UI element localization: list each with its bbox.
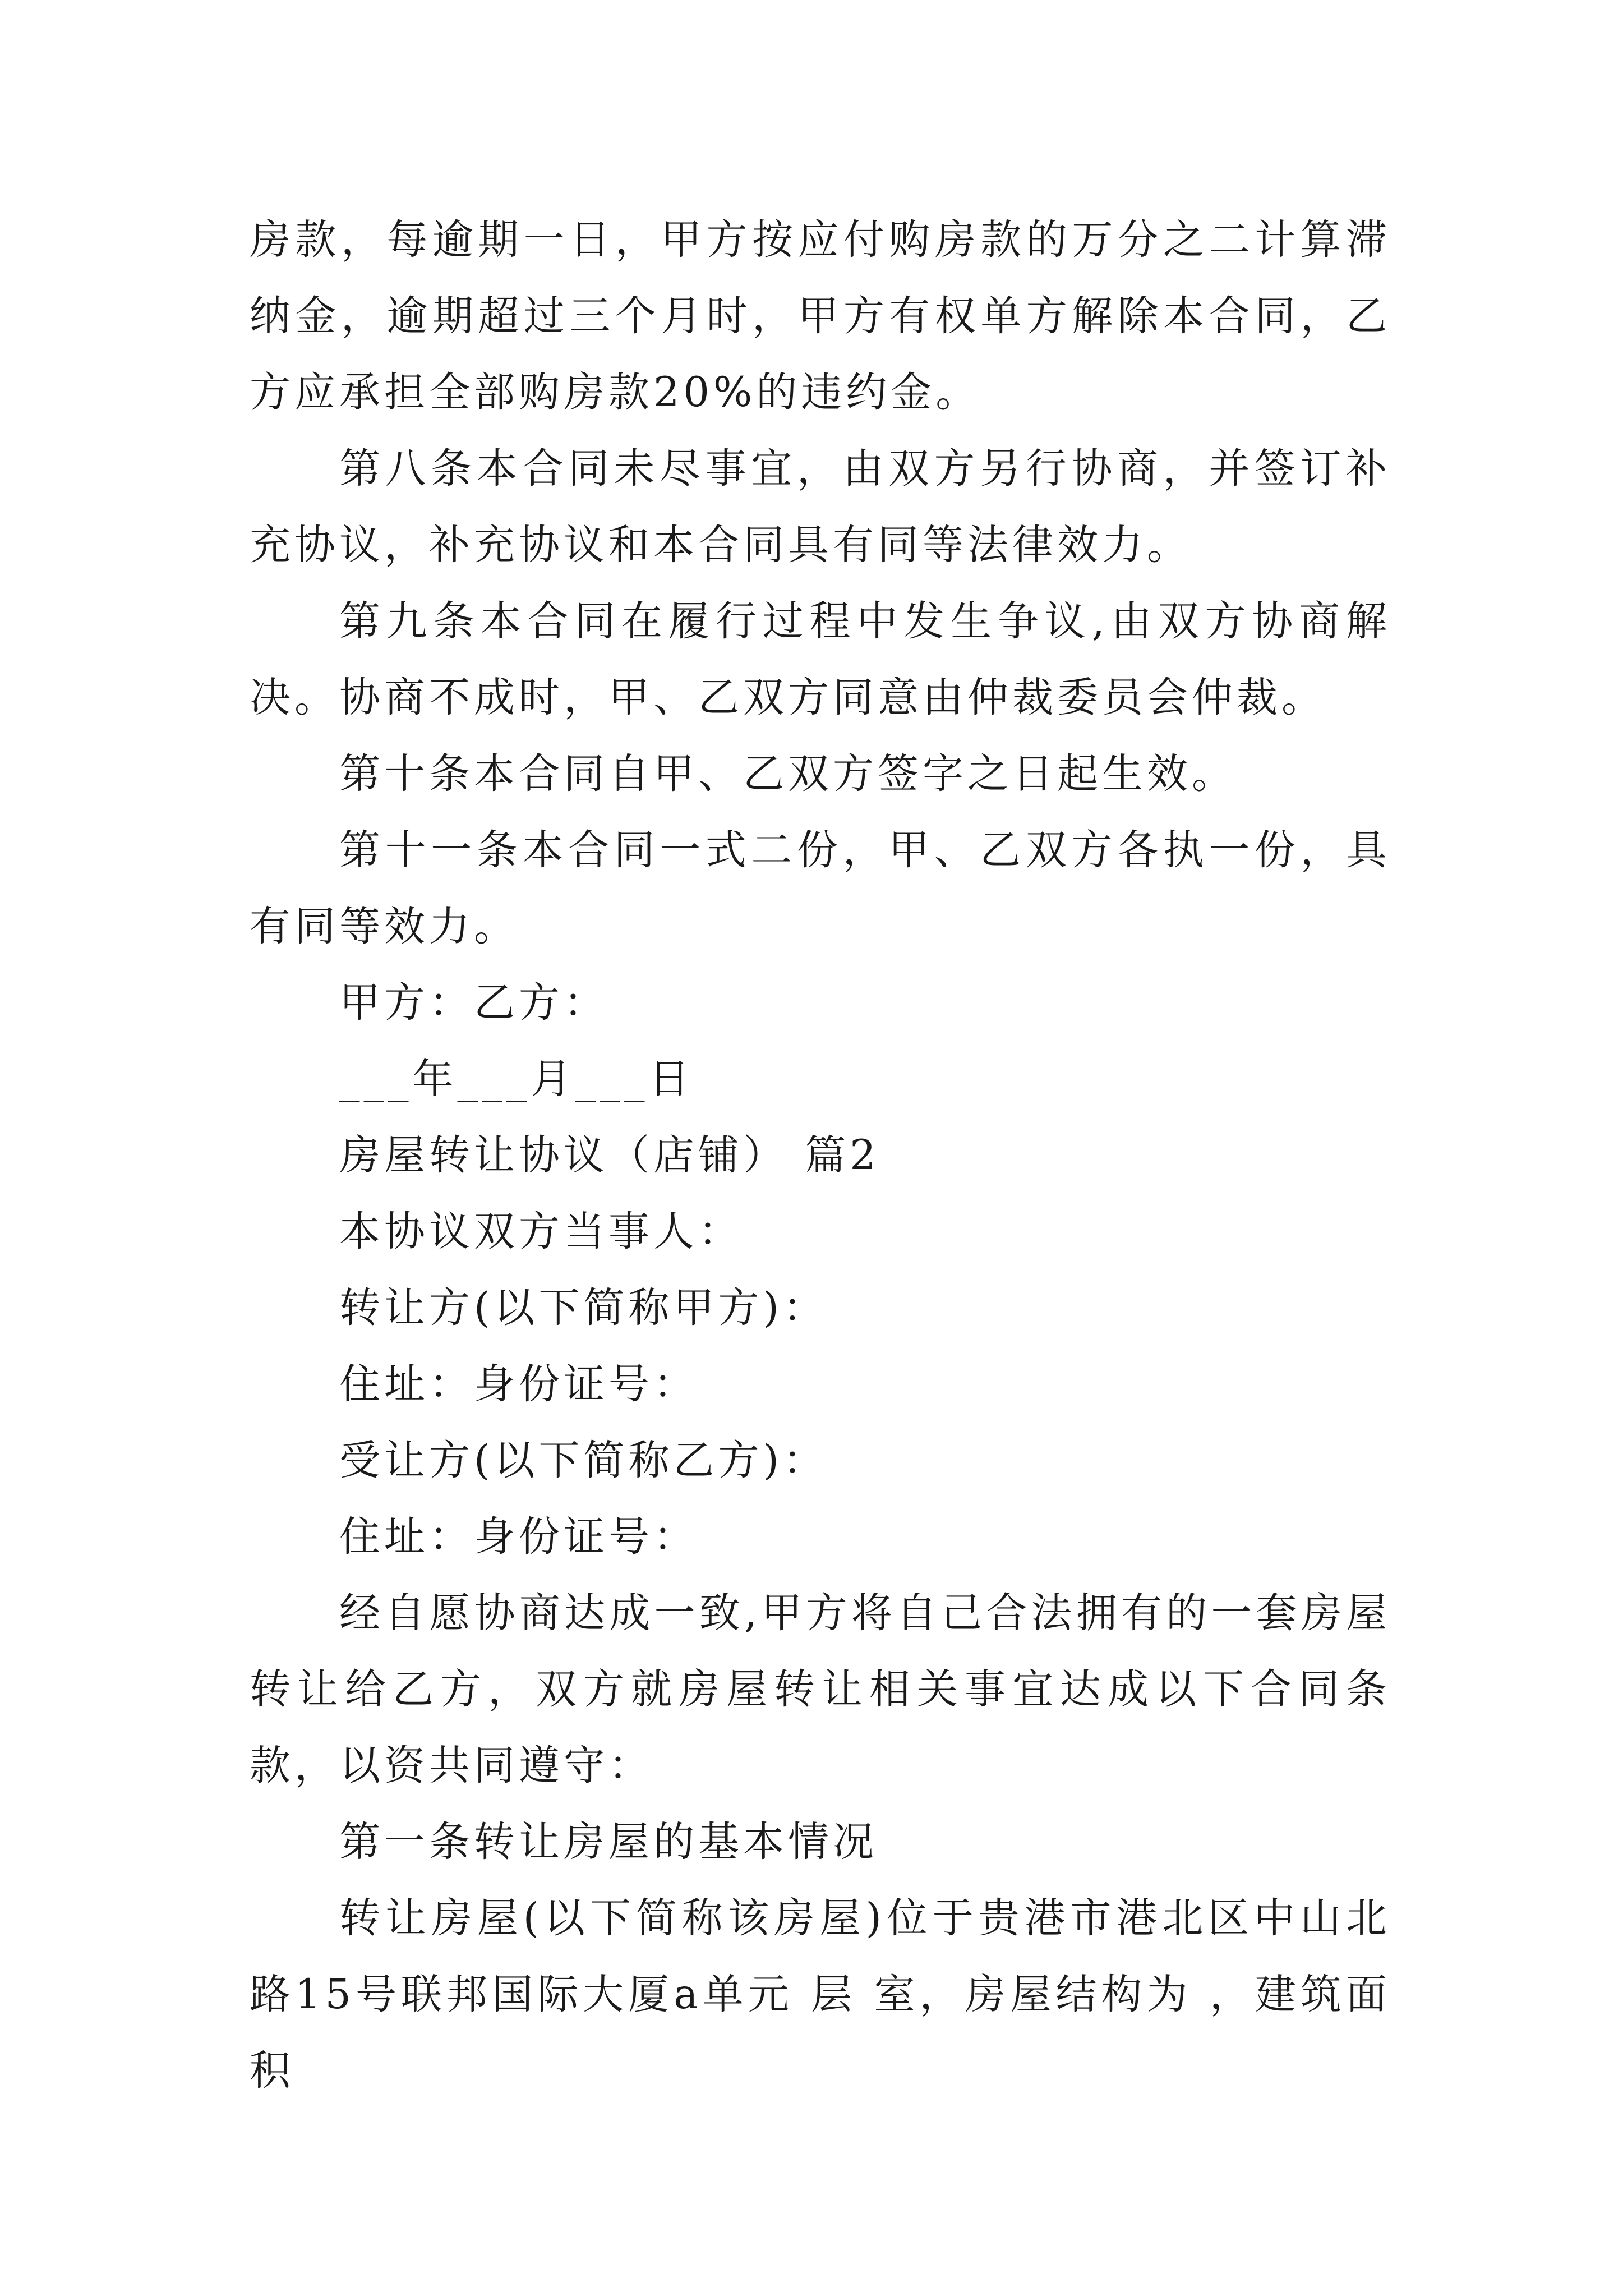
section-title: 房屋转让协议（店铺） 篇2 [339, 1131, 880, 1179]
paragraph-article-10: 第十条本合同自甲、乙双方签字之日起生效。 [339, 750, 1237, 798]
paragraph-property-details: 转让房屋(以下简称该房屋)位于贵港市港北区中山北路15号联邦国际大厦a单元 层 室，房屋结构为 ，建筑面积 [250, 1894, 1391, 2095]
paragraph-payment-penalty: 房款，每逾期一日，甲方按应付购房款的万分之二计算滞纳金，逾期超过三个月时，甲方有权单方解除本合同，乙方应承担全部购房款20%的违约金。 [250, 216, 1391, 416]
parties-heading: 本协议双方当事人： [339, 1208, 743, 1255]
article-1-heading: 第一条转让房屋的基本情况 [339, 1818, 878, 1866]
paragraph-agreement-intro: 经自愿协商达成一致,甲方将自己合法拥有的一套房屋转让给乙方，双方就房屋转让相关事宜达成以下合同条款，以资共同遵守： [250, 1589, 1391, 1789]
paragraph-article-11: 第十一条本合同一式二份，甲、乙双方各执一份，具有同等效力。 [250, 826, 1391, 950]
paragraph-article-9: 第九条本合同在履行过程中发生争议,由双方协商解决。协商不成时，甲、乙双方同意由仲裁委员会仲裁。 [250, 597, 1391, 721]
signature-parties-line: 甲方：乙方： [339, 979, 608, 1027]
document-body [250, 202, 1391, 2109]
transferee-line: 受让方(以下简称乙方)： [339, 1437, 828, 1484]
paragraph-article-8: 第八条本合同未尽事宜，由双方另行协商，并签订补充协议，补充协议和本合同具有同等法律效力。 [250, 445, 1391, 569]
transferor-address-line: 住址：身份证号： [339, 1360, 698, 1408]
date-line: ___年___月___日 [339, 1055, 694, 1103]
transferor-line: 转让方(以下简称甲方)： [339, 1284, 828, 1332]
transferee-address-line: 住址：身份证号： [339, 1513, 698, 1561]
